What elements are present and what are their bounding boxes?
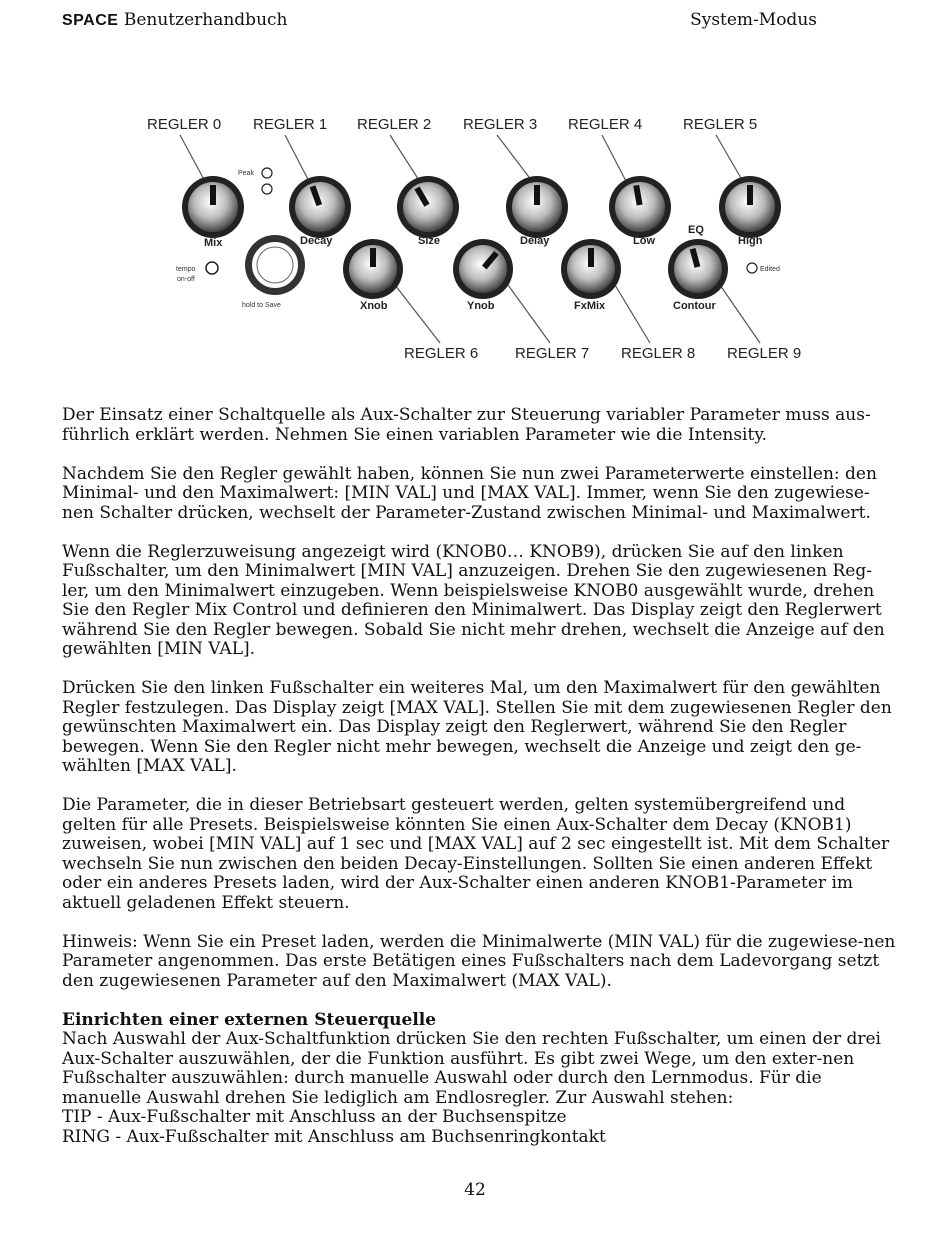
label-regler-6: REGLER 6 (404, 345, 479, 362)
section-title: System-Modus (690, 10, 817, 30)
knob-name-delay: Delay (520, 235, 550, 247)
knob-name-size: Size (418, 235, 441, 247)
edited-label: Edited (760, 266, 780, 273)
knob-high (719, 176, 781, 238)
eq-label: EQ (688, 224, 704, 236)
label-regler-9: REGLER 9 (727, 345, 802, 362)
label-regler-3: REGLER 3 (463, 116, 538, 133)
knob-name-mix: Mix (204, 237, 223, 249)
led-icon (262, 184, 272, 194)
knob-name-contour: Contour (673, 300, 716, 312)
knob-name-high: High (738, 235, 763, 247)
page-header (62, 10, 817, 34)
knob-mix (182, 176, 244, 238)
peak-label: Peak (238, 170, 254, 177)
manual-title: Benutzerhandbuch (123, 10, 288, 30)
paragraph: Der Einsatz einer Schaltquelle als Aux-Schalter zur Steuerung variabler Parameter muss aus-führlich erklärt werden. Nehmen Sie einen variablen Parameter wie die Intensity. (62, 405, 871, 445)
tempo-label: tempo (176, 266, 196, 273)
label-regler-8: REGLER 8 (621, 345, 696, 362)
edited-led-icon (747, 263, 757, 273)
paragraph: Hinweis: Wenn Sie ein Preset laden, werden die Minimalwerte (MIN VAL) für die zugewiese-nen Parameter angenommen. Das erste Betätigen eines Fußschalters nach dem Ladevorgang setzt den zugewiesenen Parameter auf den Maximalwert (MAX VAL). (62, 931, 896, 991)
paragraph: Nachdem Sie den Regler gewählt haben, können Sie nun zwei Parameterwerte einstellen: den Minimal- und den Maximalwert: [MIN VAL] und [MAX VAL]. Immer, wenn Sie den zugewiese-nen Schalter drücken, wechselt der Parameter-Zustand zwischen Minimal- und Maximalwert. (62, 463, 877, 523)
hold-to-save-label: hold to Save (242, 302, 281, 309)
paragraph: Die Parameter, die in dieser Betriebsart gesteuert werden, gelten systemübergreifend und gelten für alle Presets. Beispielsweise könnten Sie einen Aux-Schalter dem Decay (KNOB1) zuweisen, wobei [MIN VAL] auf 1 sec und [MAX VAL] auf 2 sec eingestellt ist. Mit dem Schalter wechseln Sie nun zwischen den beiden Decay-Einstellungen. Sollten Sie einen anderen Effekt oder ein anderes Presets laden, wird der Aux-Schalter einen anderen KNOB1-Parameter im aktuell geladenen Effekt steuern. (62, 795, 890, 913)
knob-contour (668, 239, 728, 299)
peak-led-icon (262, 168, 272, 178)
tempo-led-icon (206, 262, 218, 274)
knob-diagram-svg (140, 105, 810, 375)
leader-lines-top (180, 135, 745, 187)
section-heading: Einrichten einer externen Steuerquelle (62, 1009, 437, 1030)
tempo-sub-label: on-off (177, 276, 195, 283)
paragraph: Drücken Sie den linken Fußschalter ein weiteres Mal, um den Maximalwert für den gewählten Regler festzulegen. Das Display zeigt [MAX VAL]. Stellen Sie mit dem zugewiesenen Regler den gewünschten Maximalwert ein. Das Display zeigt den Reglerwert, während Sie den Regler bewegen. Wenn Sie den Regler nicht mehr bewegen, wechselt die Anzeige und zeigt den ge-wählten [MAX VAL]. (62, 678, 892, 776)
label-regler-4: REGLER 4 (568, 116, 643, 133)
knob-name-decay: Decay (300, 235, 333, 247)
label-regler-2: REGLER 2 (357, 116, 432, 133)
page-number: 42 (464, 1180, 486, 1200)
label-regler-5: REGLER 5 (683, 116, 758, 133)
knob-name-fxmix: FxMix (574, 300, 606, 312)
knob-diagram (140, 105, 810, 375)
knob-delay (506, 176, 568, 238)
knob-size (397, 176, 459, 238)
list-item-ring: RING - Aux-Fußschalter mit Anschluss am Buchsenringkontakt (62, 1126, 606, 1147)
knob-name-low: Low (633, 235, 655, 247)
paragraph: Nach Auswahl der Aux-Schaltfunktion drücken Sie den rechten Fußschalter, um einen der drei Aux-Schalter auszuwählen, der die Funktion ausführt. Es gibt zwei Wege, um den exter-nen Fußschalter auszuwählen: durch manuelle Auswahl oder durch den Lernmodus. Für die manuelle Auswahl drehen Sie lediglich am Endlosregler. Zur Auswahl stehen: (62, 1029, 881, 1108)
knob-ynob (453, 239, 513, 299)
knob-low (609, 176, 671, 238)
save-footswitch-icon (245, 235, 305, 295)
body-text (62, 406, 896, 1147)
label-regler-0: REGLER 0 (147, 116, 222, 133)
list-item-tip: TIP - Aux-Fußschalter mit Anschluss an der Buchsenspitze (62, 1107, 567, 1127)
knob-fxmix (561, 239, 621, 299)
label-regler-7: REGLER 7 (515, 345, 590, 362)
knob-name-xnob: Xnob (360, 300, 388, 312)
header-title-group (62, 10, 288, 30)
paragraph: Wenn die Reglerzuweisung angezeigt wird (KNOB0… KNOB9), drücken Sie auf den linken Fußschalter, um den Minimalwert [MIN VAL] anzuzeigen. Drehen Sie den zugewiesenen Reg-ler, um den Minimalwert einzugeben. Wenn beispielsweise KNOB0 ausgewählt wurde, drehen Sie den Regler Mix Control und definieren den Minimalwert. Das Display zeigt den Reglerwert während Sie den Regler bewegen. Sobald Sie nicht mehr drehen, wechselt die Anzeige auf den gewählten [MIN VAL]. (62, 541, 885, 659)
knob-xnob (343, 239, 403, 299)
label-regler-1: REGLER 1 (253, 116, 328, 133)
knob-name-ynob: Ynob (467, 300, 495, 312)
knob-decay (289, 176, 351, 238)
brand-logo: SPACE (62, 12, 119, 29)
